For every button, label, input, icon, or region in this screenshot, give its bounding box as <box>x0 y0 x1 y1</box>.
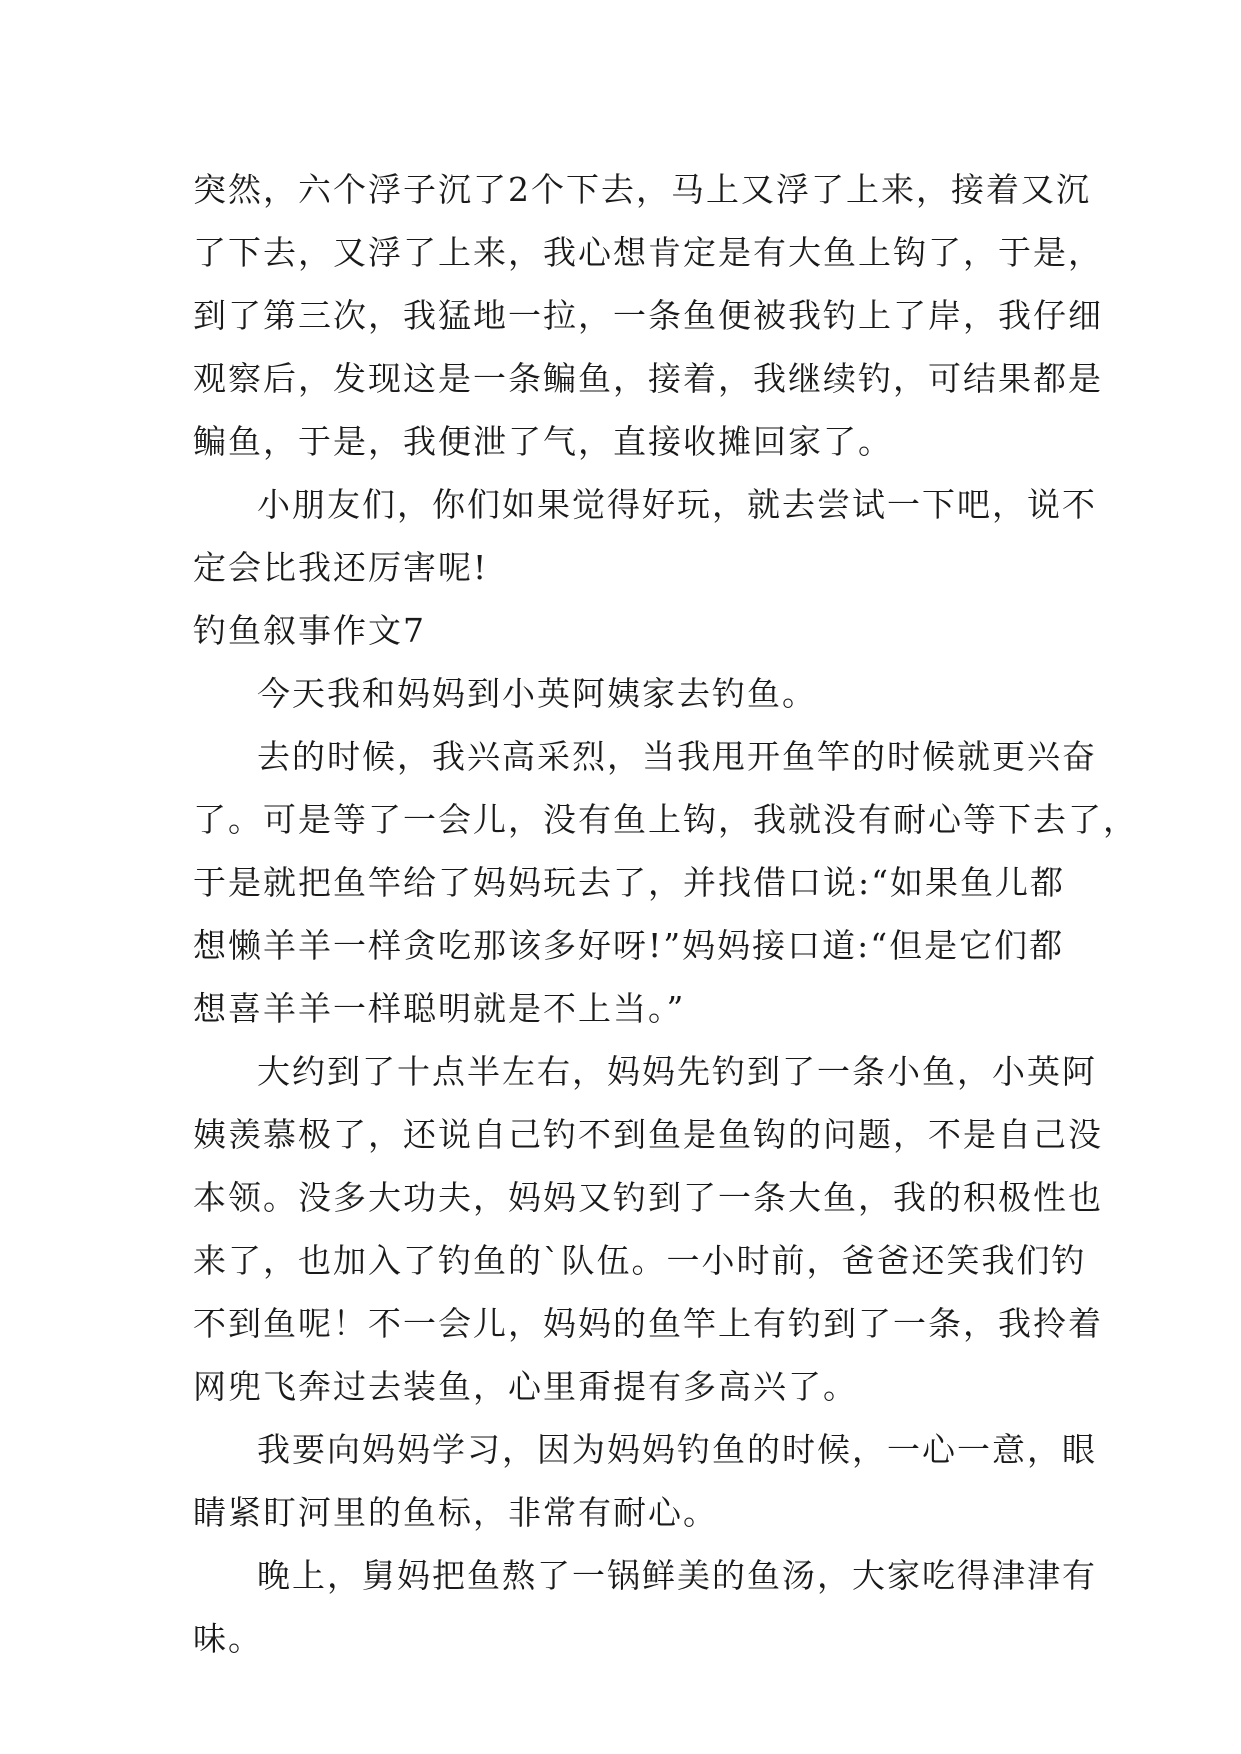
text-line: 想喜羊羊一样聪明就是不上当。” <box>193 989 686 1028</box>
text-line: 味。 <box>193 1619 263 1658</box>
text-line: 于是就把鱼竿给了妈妈玩去了，并找借口说:“如果鱼儿都 <box>193 863 1065 902</box>
text-line: 大约到了十点半左右，妈妈先钓到了一条小鱼，小英阿 <box>257 1052 1097 1091</box>
text-line: 观察后，发现这是一条鳊鱼，接着，我继续钓，可结果都是 <box>193 359 1103 398</box>
text-line: 定会比我还厉害呢! <box>193 548 489 587</box>
text-line: 不到鱼呢！不一会儿，妈妈的鱼竿上有钓到了一条，我拎着 <box>193 1304 1103 1343</box>
text-line: 我要向妈妈学习，因为妈妈钓鱼的时候，一心一意，眼 <box>257 1430 1097 1469</box>
body-text <box>193 158 1138 1670</box>
text-line: 今天我和妈妈到小英阿姨家去钓鱼。 <box>257 674 817 713</box>
section-heading: 钓鱼叙事作文7 <box>193 611 426 650</box>
text-line: 小朋友们，你们如果觉得好玩，就去尝试一下吧，说不 <box>257 485 1097 524</box>
text-line: 突然，六个浮子沉了2个下去，马上又浮了上来，接着又沉 <box>193 170 1091 209</box>
text-line: 了下去，又浮了上来，我心想肯定是有大鱼上钩了，于是， <box>193 233 1103 272</box>
text-line: 本领。没多大功夫，妈妈又钓到了一条大鱼，我的积极性也 <box>193 1178 1103 1217</box>
text-line: 睛紧盯河里的鱼标，非常有耐心。 <box>193 1493 718 1532</box>
text-line: 姨羡慕极了，还说自己钓不到鱼是鱼钩的问题，不是自己没 <box>193 1115 1103 1154</box>
text-line: 到了第三次，我猛地一拉，一条鱼便被我钓上了岸，我仔细 <box>193 296 1103 335</box>
text-line: 去的时候，我兴高采烈，当我甩开鱼竿的时候就更兴奋 <box>257 737 1097 776</box>
text-line: 鳊鱼，于是，我便泄了气，直接收摊回家了。 <box>193 422 893 461</box>
text-line: 来了，也加入了钓鱼的`队伍。一小时前，爸爸还笑我们钓 <box>193 1241 1087 1280</box>
text-line: 网兜飞奔过去装鱼，心里甭提有多高兴了。 <box>193 1367 858 1406</box>
text-line: 想懒羊羊一样贪吃那该多好呀!”妈妈接口道:“但是它们都 <box>193 926 1065 965</box>
text-line: 了。可是等了一会儿，没有鱼上钩，我就没有耐心等下去了， <box>193 800 1138 839</box>
text-line: 晚上，舅妈把鱼熬了一锅鲜美的鱼汤，大家吃得津津有 <box>257 1556 1097 1595</box>
